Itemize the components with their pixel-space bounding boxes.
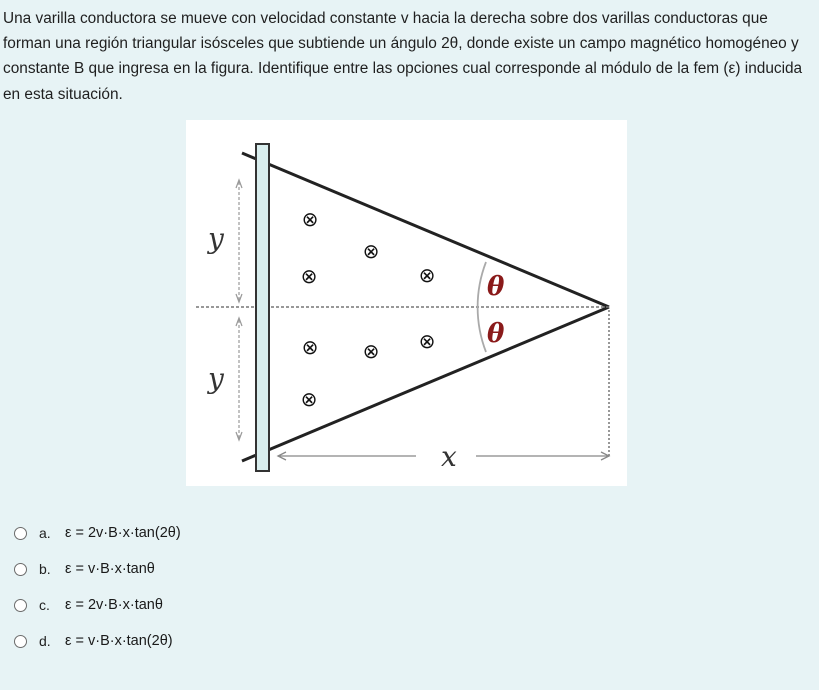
into-page-field-icon: ⊗ <box>300 387 318 411</box>
option-formula: ε = v·B·x·tan(2θ) <box>65 633 173 649</box>
into-page-field-icon: ⊗ <box>418 329 436 353</box>
label-theta-bottom: θ <box>487 319 505 349</box>
label-theta-top: θ <box>487 272 505 302</box>
radio-button[interactable] <box>14 563 27 576</box>
into-page-field-icon: ⊗ <box>301 207 319 231</box>
option-letter: d. <box>39 633 51 649</box>
option-d[interactable] <box>10 623 181 659</box>
into-page-field-icon: ⊗ <box>362 339 380 363</box>
option-c[interactable] <box>10 587 181 623</box>
option-letter: b. <box>39 561 51 577</box>
option-letter: c. <box>39 597 50 613</box>
option-b[interactable] <box>10 551 181 587</box>
answer-options <box>10 515 181 659</box>
into-page-field-icon: ⊗ <box>418 263 436 287</box>
into-page-field-icon: ⊗ <box>362 239 380 263</box>
conducting-rod <box>256 144 269 471</box>
option-letter: a. <box>39 525 51 541</box>
question-text: Una varilla conductora se mueve con velocidad constante v hacia la derecha sobre dos varillas conductoras que forman una región triangular isósceles que subtiende un ángulo 2θ, donde existe un campo magnético homogéneo y constante B que ingresa en la figura. Identifique entre las opciones cual corresponde al módulo de la fem (ε) inducida en esta situación. <box>3 10 803 103</box>
label-y-top: y <box>208 222 224 255</box>
radio-button[interactable] <box>14 527 27 540</box>
into-page-field-icon: ⊗ <box>300 264 318 288</box>
option-formula: ε = 2v·B·x·tanθ <box>65 597 163 613</box>
option-formula: ε = v·B·x·tanθ <box>65 561 155 577</box>
into-page-field-icon: ⊗ <box>301 335 319 359</box>
radio-button[interactable] <box>14 599 27 612</box>
label-y-bottom: y <box>208 362 224 395</box>
field-symbols <box>301 207 436 411</box>
label-x: x <box>441 440 457 473</box>
radio-button[interactable] <box>14 635 27 648</box>
option-formula: ε = 2v·B·x·tan(2θ) <box>65 525 181 541</box>
physics-diagram <box>186 120 627 486</box>
option-a[interactable] <box>10 515 181 551</box>
